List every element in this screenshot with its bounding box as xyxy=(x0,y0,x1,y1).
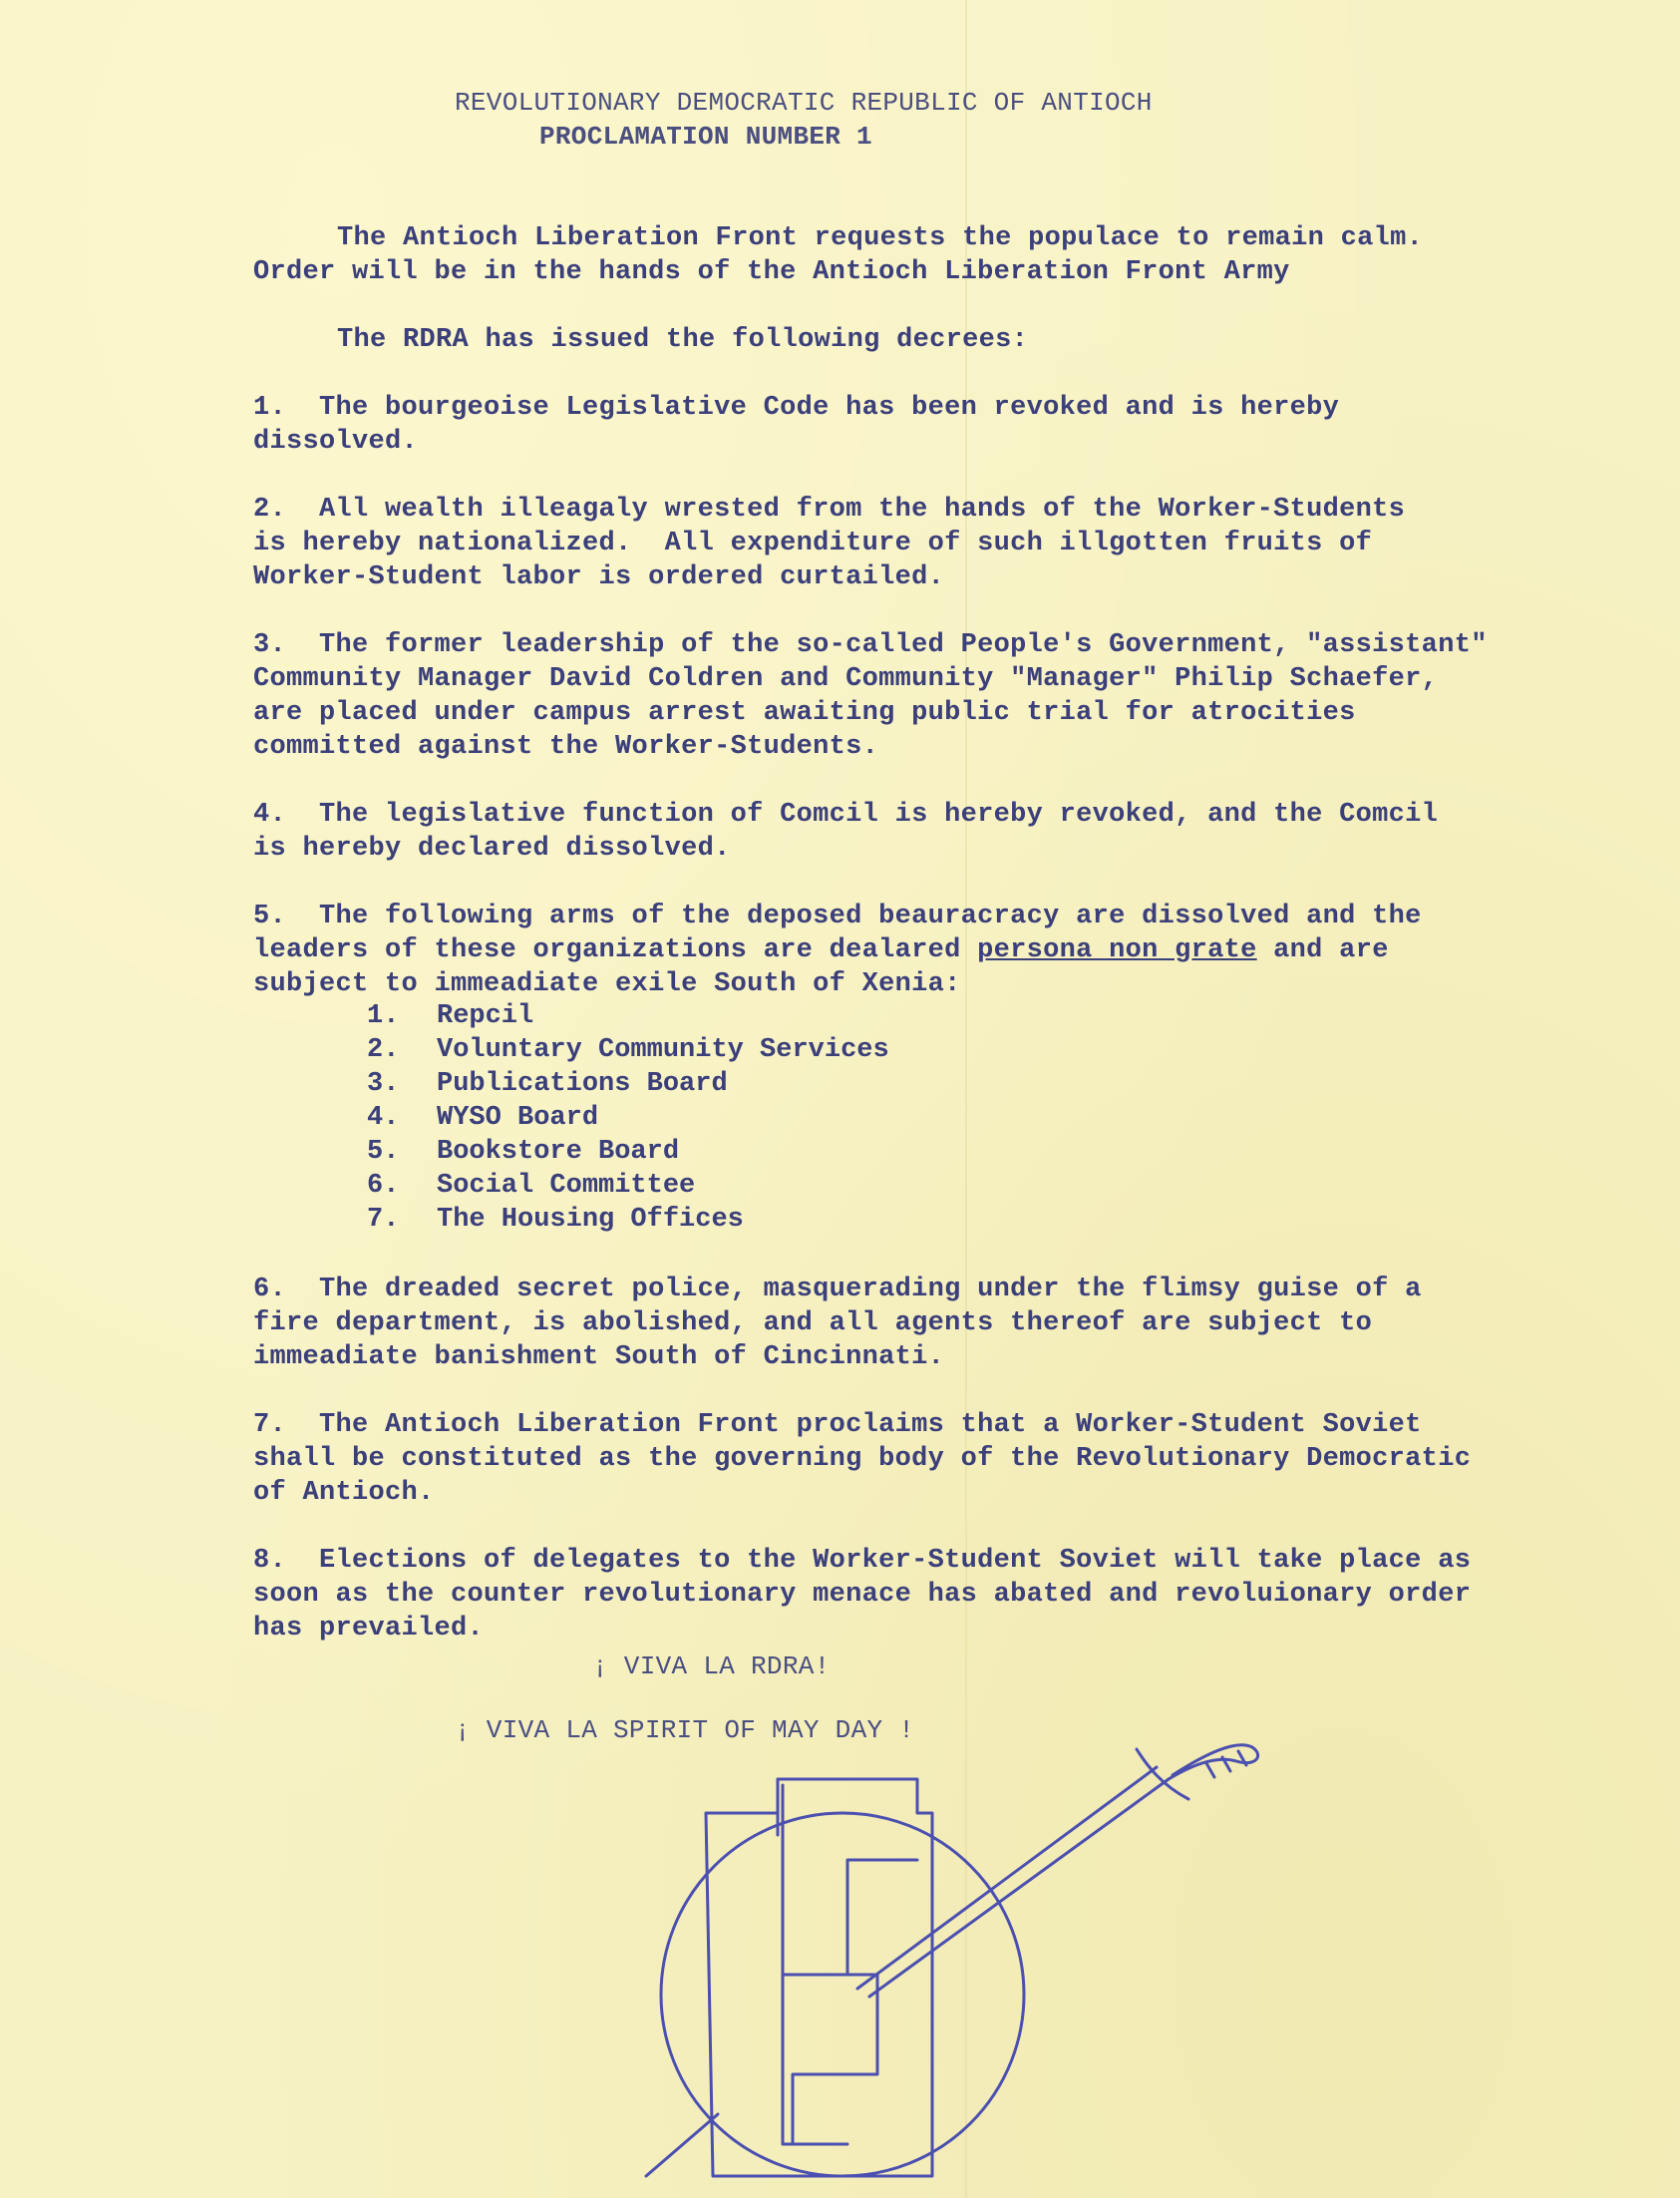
list-item-label: Repcil xyxy=(437,1001,534,1031)
sword-blade-icon xyxy=(857,1767,1157,1989)
decree-3-line-2: Community Manager David Coldren and Community "Manager" Philip Schaefer, xyxy=(253,664,1439,694)
header-title: REVOLUTIONARY DEMOCRATIC REPUBLIC OF ANTIOCH xyxy=(455,88,1153,118)
list-item xyxy=(367,1035,889,1065)
decree-7-line-3: of Antioch. xyxy=(253,1478,435,1508)
decree-4-line-2: is hereby declared dissolved. xyxy=(253,834,731,864)
viva-may-day: ¡ VIVA LA SPIRIT OF MAY DAY ! xyxy=(455,1715,915,1745)
list-item-number: 1. xyxy=(367,1001,400,1031)
fist-outline-icon xyxy=(706,1779,932,2176)
list-item-label: The Housing Offices xyxy=(437,1205,744,1235)
decree-1-line-1: 1. The bourgeoise Legislative Code has been revoked and is hereby xyxy=(253,393,1340,423)
decree-2-line-1: 2. All wealth illeagaly wrested from the hands of the Worker-Students xyxy=(253,495,1406,525)
list-item-number: 5. xyxy=(367,1137,400,1167)
decree-5-line-2-pre: leaders of these organizations are dealared xyxy=(253,935,978,965)
decree-2-line-3: Worker-Student labor is ordered curtailed. xyxy=(253,562,945,592)
list-item xyxy=(367,1001,533,1031)
list-item-number: 4. xyxy=(367,1103,400,1133)
decree-8-line-2: soon as the counter revolutionary menace has abated and revoluionary order xyxy=(253,1580,1472,1610)
decree-6-line-3: immeadiate banishment South of Cincinnati. xyxy=(253,1342,945,1372)
decree-5-line-3: subject to immeadiate exile South of Xenia: xyxy=(253,969,961,999)
decree-3-line-1: 3. The former leadership of the so-called People's Government, "assistant" xyxy=(253,630,1488,660)
list-item-number: 7. xyxy=(367,1205,400,1235)
decree-8-line-3: has prevailed. xyxy=(253,1614,485,1644)
list-item-label: WYSO Board xyxy=(437,1103,599,1133)
fist-sword-globe-emblem xyxy=(618,1725,1296,2198)
list-item xyxy=(367,1069,728,1099)
decree-4-line-1: 4. The legislative function of Comcil is hereby revoked, and the Comcil xyxy=(253,800,1439,830)
viva-rdra: ¡ VIVA LA RDRA! xyxy=(592,1651,831,1681)
decree-2-line-2: is hereby nationalized. All expenditure of such illgotten fruits of xyxy=(253,529,1373,558)
decree-5-line-2-post: and are xyxy=(1256,935,1389,965)
list-item-label: Bookstore Board xyxy=(437,1137,680,1167)
decree-5-line-1: 5. The following arms of the deposed beauracracy are dissolved and the xyxy=(253,902,1422,931)
persona-non-grata: persona non grate xyxy=(977,935,1257,965)
decree-7-line-2: shall be constituted as the governing body of the Revolutionary Democratic xyxy=(253,1444,1472,1474)
list-item-number: 2. xyxy=(367,1035,400,1065)
list-item xyxy=(367,1137,679,1167)
intro-line-1: The Antioch Liberation Front requests the populace to remain calm. xyxy=(337,223,1424,253)
decree-6-line-1: 6. The dreaded secret police, masquerading under the flimsy guise of a xyxy=(253,1275,1422,1304)
sword-guard-icon xyxy=(1137,1749,1188,1799)
list-item-label: Publications Board xyxy=(437,1069,728,1099)
decree-7-line-1: 7. The Antioch Liberation Front proclaims that a Worker-Student Soviet xyxy=(253,1410,1422,1440)
decree-5-line-2 xyxy=(253,933,1389,967)
decrees-lead: The RDRA has issued the following decrees: xyxy=(337,325,1029,355)
list-item xyxy=(367,1205,744,1235)
list-item-label: Voluntary Community Services xyxy=(437,1035,889,1065)
decree-3-line-3: are placed under campus arrest awaiting public trial for atrocities xyxy=(253,698,1356,728)
intro-line-2: Order will be in the hands of the Antioch Liberation Front Army xyxy=(253,257,1290,287)
decree-1-line-2: dissolved. xyxy=(253,427,419,457)
decree-6-line-2: fire department, is abolished, and all agents thereof are subject to xyxy=(253,1308,1373,1338)
list-item-number: 6. xyxy=(367,1171,400,1201)
list-item-label: Social Committee xyxy=(437,1171,696,1201)
header-subtitle: PROCLAMATION NUMBER 1 xyxy=(539,122,872,152)
list-item xyxy=(367,1171,695,1201)
decree-3-line-4: committed against the Worker-Students. xyxy=(253,732,879,762)
decree-8-line-1: 8. Elections of delegates to the Worker-Student Soviet will take place as xyxy=(253,1546,1472,1576)
globe-circle-icon xyxy=(661,1813,1024,2176)
list-item-number: 3. xyxy=(367,1069,400,1099)
list-item xyxy=(367,1103,598,1133)
